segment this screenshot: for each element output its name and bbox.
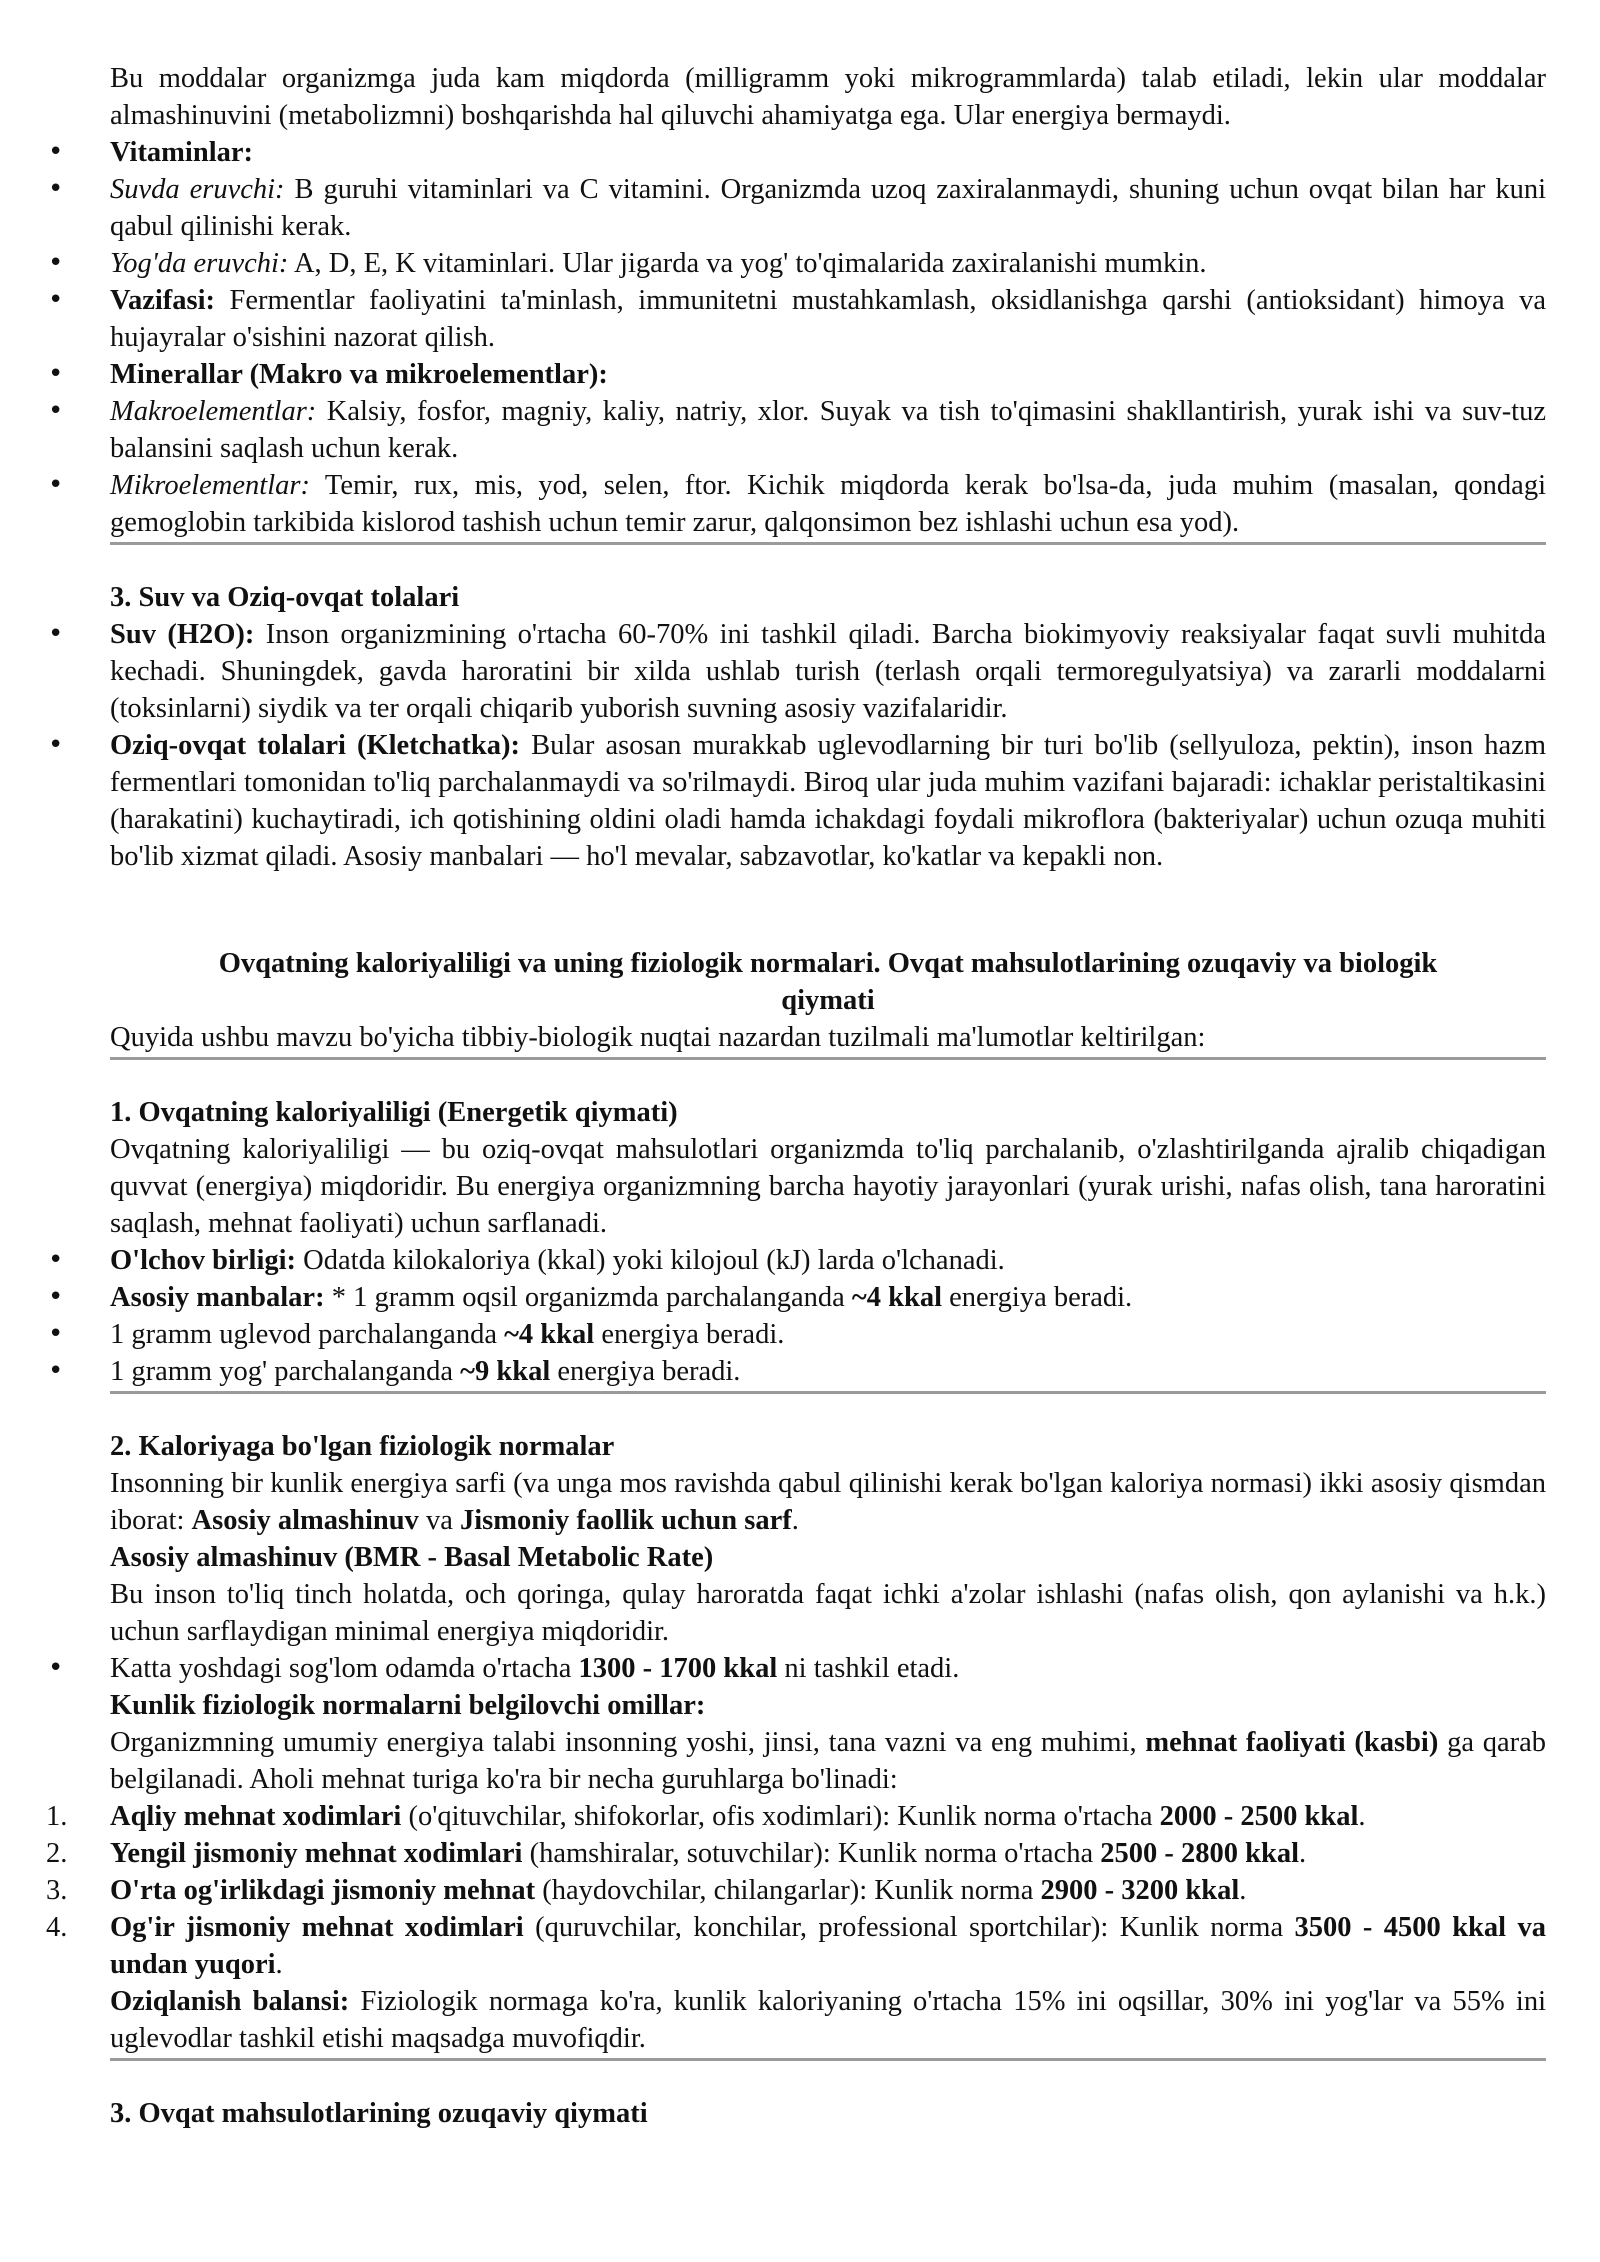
fat-soluble-text: A, D, E, K vitaminlari. Ular jigarda va yog' to'qimalarida zaxiralanishi mumkin.	[288, 248, 1207, 279]
bmr-bullet-end: ni tashkil etadi.	[777, 1653, 960, 1684]
vitamin-function-label: Vazifasi:	[110, 285, 216, 316]
list-item	[110, 1316, 1546, 1353]
water-soluble-text: B guruhi vitaminlari va C vitamini. Organizmda uzoq zaxiralanmaydi, shuning uchun ovqat bilan har kuni qabul qilinishi kerak.	[110, 174, 1546, 242]
fiber-text: Bular asosan murakkab uglevodlarning bir turi bo'lib (sellyuloza, pektin), inson hazm fermentlari tomonidan to'liq parchalanmaydi va so'rilmaydi. Biroq ular juda muhim vazifani bajaradi: ichaklar peristaltikasini (harakatini) kuchaytiradi, ich qotishining oldini oladi hamda ichakdagi foydali mikroflora (bakteriyalar) uchun ozuqa muhiti bo'lib xizmat qiladi. Asosiy manbalari — ho'l mevalar, sabzavotlar, ko'katlar va kepakli non.	[110, 730, 1547, 872]
list-item	[46, 1872, 1546, 1909]
main-title-line1: Ovqatning kaloriyaliligi va uning fiziologik normalari. Ovqat mahsulotlarining ozuqaviy va biologik	[218, 948, 1438, 979]
norms-bold-2: Jismoniy faollik uchun sarf	[459, 1505, 792, 1536]
fat-soluble-label: Yog'da eruvchi:	[110, 248, 289, 279]
vitamin-function-text: Fermentlar faoliyatini ta'minlash, immunitetni mustahkamlash, oksidlanishga qarshi (antioksidant) himoya va hujayralar o'sishini nazorat qilish.	[110, 285, 1546, 353]
section-heading	[110, 1094, 1546, 1131]
factors-heading-text: Kunlik fiziologik normalarni belgilovchi omillar:	[110, 1690, 706, 1721]
nutritional-value-heading: 3. Ovqat mahsulotlarining ozuqaviy qiymati	[110, 2098, 648, 2129]
work-groups-list	[46, 1798, 1546, 1983]
norms-text-end: .	[791, 1505, 799, 1536]
bmr-bullet-text: Katta yoshdagi sog'lom odamda o'rtacha	[110, 1653, 579, 1684]
section-heading	[110, 1428, 1546, 1465]
water-text: Inson organizmining o'rtacha 60-70% ini tashkil qiladi. Barcha biokimyoviy reaksiyalar faqat suvli muhitda kechadi. Shuningdek, gavda haroratini bir xilda ushlab turish (terlash orqali termoregulyatsiya) va zararli moddalarni (toksinlarni) siydik va ter orqali chiqarib yuborish suvning asosiy vazifalaridir.	[110, 619, 1546, 724]
water-soluble-label: Suvda eruvchi:	[110, 174, 285, 205]
calorie-paragraph: Ovqatning kaloriyaliligi — bu oziq-ovqat mahsulotlari organizmda to'liq parchalanib, o'zlashtirilganda ajralib chiqadigan quvvat (energiya) miqdoridir. Bu energiya organizmning barcha hayotiy jarayonlari (yurak urishi, nafas olish, tana haroratini saqlash, mehnat faoliyati) uchun sarflanadi.	[110, 1134, 1546, 1239]
group-desc: (haydovchilar, chilangarlar): Kunlik norma	[535, 1875, 1041, 1906]
unit-label: O'lchov birligi:	[110, 1245, 297, 1276]
fat-text-end: energiya beradi.	[550, 1356, 741, 1387]
micro-label: Mikroelementlar:	[110, 470, 310, 501]
list-item	[110, 1353, 1546, 1390]
intro-paragraph: Bu moddalar organizmga juda kam miqdorda (milligramm yoki mikrogrammlarda) talab etiladi, lekin ular moddalar almashinuvini (metabolizmni) boshqarishda hal qiluvchi ahamiyatga ega. Ular energiya bermaydi.	[110, 63, 1546, 131]
bmr-kcal: 1300 - 1700 kkal	[578, 1653, 778, 1684]
carb-kcal: ~4 kkal	[504, 1319, 595, 1350]
group-desc: (hamshiralar, sotuvchilar): Kunlik norma o'rtacha	[522, 1838, 1101, 1869]
calorie-heading: 1. Ovqatning kaloriyaliligi (Energetik qiymati)	[110, 1097, 678, 1128]
main-intro: Quyida ushbu mavzu bo'yicha tibbiy-biologik nuqtai nazardan tuzilmali ma'lumotlar keltirilgan:	[110, 1022, 1206, 1053]
list-item	[110, 134, 1546, 171]
micro-text: Temir, rux, mis, yod, selen, ftor. Kichik miqdorda kerak bo'lsa-da, juda muhim (masalan, qondagi gemoglobin tarkibida kislorod tashish uchun temir zarur, qalqonsimon bez ishlashi uchun esa yod).	[110, 470, 1546, 538]
bmr-heading-text: Asosiy almashinuv (BMR - Basal Metabolic Rate)	[110, 1542, 714, 1573]
factors-bold: mehnat faoliyati (kasbi)	[1145, 1727, 1439, 1758]
bmr-list	[110, 1650, 1546, 1687]
factors-text-end: ga qarab belgilanadi. Aholi mehnat turiga ko'ra bir necha guruhlarga bo'linadi:	[110, 1727, 1546, 1795]
list-item	[46, 1909, 1546, 1983]
list-item	[110, 727, 1546, 875]
list-item	[110, 467, 1546, 541]
item-number: 1.	[46, 1801, 68, 1832]
fiber-label: Oziq-ovqat tolalari (Kletchatka):	[110, 730, 520, 761]
list-item	[110, 1242, 1546, 1279]
group-desc: (quruvchilar, konchilar, professional sportchilar): Kunlik norma	[523, 1912, 1295, 1943]
macro-text: Kalsiy, fosfor, magniy, kaliy, natriy, xlor. Suyak va tish to'qimasini shakllantirish, yurak ishi va suv-tuz balansini saqlash uchun kerak.	[110, 396, 1546, 464]
section-heading	[110, 2095, 1546, 2132]
group-kcal: 2000 - 2500 kkal	[1159, 1801, 1359, 1832]
group-name: O'rta og'irlikdagi jismoniy mehnat	[110, 1875, 536, 1906]
list-item	[110, 616, 1546, 727]
balance-label: Oziqlanish balansi:	[110, 1986, 350, 2017]
unit-text: Odatda kilokaloriya (kkal) yoki kilojoul (kJ) larda o'lchanadi.	[296, 1245, 1005, 1276]
norms-text-mid: va	[418, 1505, 460, 1536]
list-item	[110, 356, 1546, 393]
list-item	[46, 1835, 1546, 1872]
document-content	[46, 60, 1547, 2132]
group-end: .	[1239, 1875, 1247, 1906]
carb-text-end: energiya beradi.	[594, 1319, 785, 1350]
water-label: Suv (H2O):	[110, 619, 255, 650]
group-end: .	[275, 1949, 283, 1980]
main-title	[110, 945, 1546, 1019]
carb-text: 1 gramm uglevod parchalanganda	[110, 1319, 505, 1350]
group-end: .	[1299, 1838, 1307, 1869]
water-fiber-heading: 3. Suv va Oziq-ovqat tolalari	[110, 582, 460, 613]
list-item	[110, 282, 1546, 356]
list-item	[110, 245, 1546, 282]
list-item	[110, 171, 1546, 245]
list-item	[110, 1650, 1546, 1687]
section-heading	[110, 579, 1546, 616]
list-item	[110, 1279, 1546, 1316]
sources-text: * 1 gramm oqsil organizmda parchalanganda	[324, 1282, 852, 1313]
minerals-heading: Minerallar (Makro va mikroelementlar):	[110, 359, 608, 390]
vitamins-heading: Vitaminlar:	[110, 137, 254, 168]
list-item	[46, 1798, 1546, 1835]
protein-kcal: ~4 kkal	[851, 1282, 942, 1313]
bmr-heading	[110, 1539, 1546, 1576]
macro-label: Makroelementlar:	[110, 396, 317, 427]
group-desc: (o'qituvchilar, shifokorlar, ofis xodimlari): Kunlik norma o'rtacha	[401, 1801, 1160, 1832]
main-title-line2: qiymati	[781, 985, 875, 1016]
sources-label: Asosiy manbalar:	[110, 1282, 325, 1313]
group-name: Og'ir jismoniy mehnat xodimlari	[110, 1912, 524, 1943]
norms-text: Insonning bir kunlik energiya sarfi (va unga mos ravishda qabul qilinishi kerak bo'lgan kaloriya normasi) ikki asosiy qismdan iborat:	[110, 1468, 1546, 1536]
factors-heading	[110, 1687, 1546, 1724]
norms-heading: 2. Kaloriyaga bo'lgan fiziologik normalar	[110, 1431, 615, 1462]
factors-paragraph	[110, 1724, 1546, 1798]
bmr-paragraph: Bu inson to'liq tinch holatda, och qoringa, qulay haroratda faqat ichki a'zolar ishlashi (nafas olish, qon aylanishi va h.k.) uchun sarflaydigan minimal energiya miqdoridir.	[110, 1579, 1546, 1647]
sources-text-end: energiya beradi.	[942, 1282, 1133, 1313]
group-kcal: 2500 - 2800 kkal	[1100, 1838, 1299, 1869]
water-fiber-list	[110, 616, 1546, 875]
group-end: .	[1358, 1801, 1366, 1832]
group-kcal: 3500 - 4500 kkal va undan yuqori	[110, 1912, 1546, 1980]
factors-text: Organizmning umumiy energiya talabi insonning yoshi, jinsi, tana vazni va eng muhimi,	[110, 1727, 1146, 1758]
calorie-list	[110, 1242, 1546, 1390]
micronutrients-list	[110, 134, 1546, 541]
item-number: 4.	[46, 1912, 68, 1943]
list-item	[110, 393, 1546, 467]
group-name: Yengil jismoniy mehnat xodimlari	[110, 1838, 523, 1869]
balance-paragraph	[110, 1983, 1546, 2057]
fat-kcal: ~9 kkal	[460, 1356, 551, 1387]
balance-text: Fiziologik normaga ko'ra, kunlik kaloriyaning o'rtacha 15% ini oqsillar, 30% ini yog'lar va 55% ini uglevodlar tashkil etishi maqsadga muvofiqdir.	[110, 1986, 1546, 2054]
norms-bold-1: Asosiy almashinuv	[191, 1505, 419, 1536]
item-number: 2.	[46, 1838, 68, 1869]
item-number: 3.	[46, 1875, 68, 1906]
fat-text: 1 gramm yog' parchalanganda	[110, 1356, 461, 1387]
norms-paragraph	[110, 1465, 1546, 1539]
group-name: Aqliy mehnat xodimlari	[110, 1801, 402, 1832]
group-kcal: 2900 - 3200 kkal	[1040, 1875, 1240, 1906]
